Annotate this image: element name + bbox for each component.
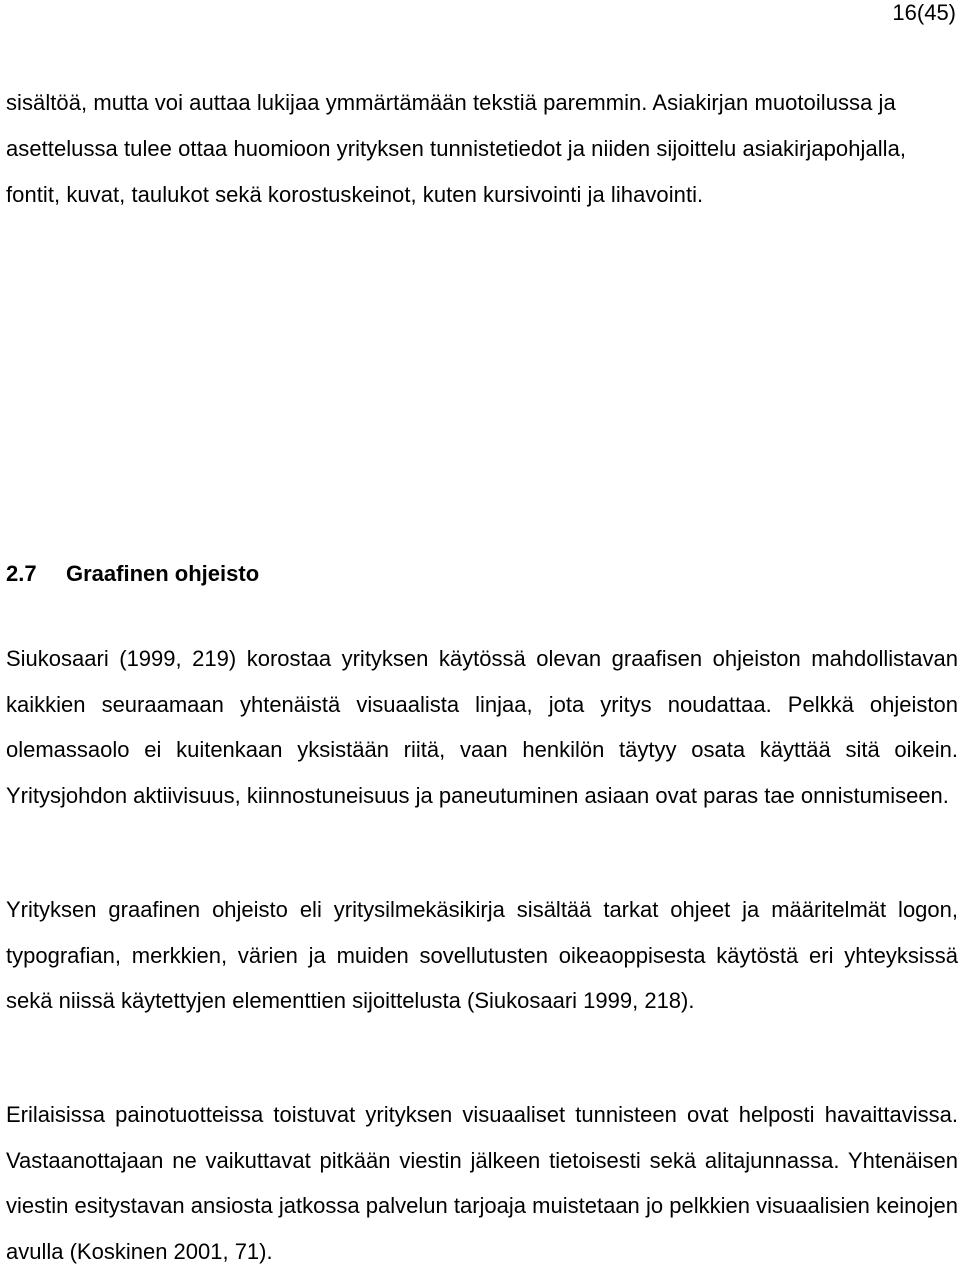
section-heading — [6, 558, 259, 590]
section-title: Graafinen ohjeisto — [66, 561, 260, 586]
body-paragraph: Yrityksen graafinen ohjeisto eli yritysilmekäsikirja sisältää tarkat ohjeet ja määritelmät logon, typografian, merkkien, värien ja muiden sovellutusten oikeaoppisesta käytöstä eri yhteyksissä sekä niissä käytettyjen elementtien sijoittelusta (Siukosaari 1999, 218). — [6, 897, 958, 1013]
body-paragraph: Siukosaari (1999, 219) korostaa yrityksen käytössä olevan graafisen ohjeiston mahdollistavan kaikkien seuraamaan yhtenäistä visuaalista linjaa, jota yritys noudattaa. Pelkkä ohjeiston olemassaolo ei kuitenkaan yksistään riitä, vaan henkilön täytyy osata käyttää sitä oikein. Yritysjohdon aktiivisuus, kiinnostuneisuus ja paneutuminen asiaan ovat paras tae onnistumiseen. — [6, 646, 958, 808]
page-number: 16(45) — [892, 0, 956, 25]
section-number: 2.7 — [6, 561, 37, 586]
intro-paragraph: sisältöä, mutta voi auttaa lukijaa ymmärtämään tekstiä paremmin. Asiakirjan muotoilussa ja asettelussa tulee ottaa huomioon yrityksen tunnistetiedot ja niiden sijoittelu asiakirjapohjalla, fontit, kuvat, taulukot sekä korostuskeinot, kuten kursivointi ja lihavointi. — [6, 90, 907, 207]
body-paragraph: Erilaisissa painotuotteissa toistuvat yrityksen visuaaliset tunnisteen ovat helposti havaittavissa. Vastaanottajaan ne vaikuttavat pitkään viestin jälkeen tietoisesti sekä alitajunnassa. Yhtenäisen viestin esitystavan ansiosta jatkossa palvelun tarjoaja muistetaan jo pelkkien visuaalisien keinojen avulla (Koskinen 2001, 71). — [6, 1102, 958, 1264]
